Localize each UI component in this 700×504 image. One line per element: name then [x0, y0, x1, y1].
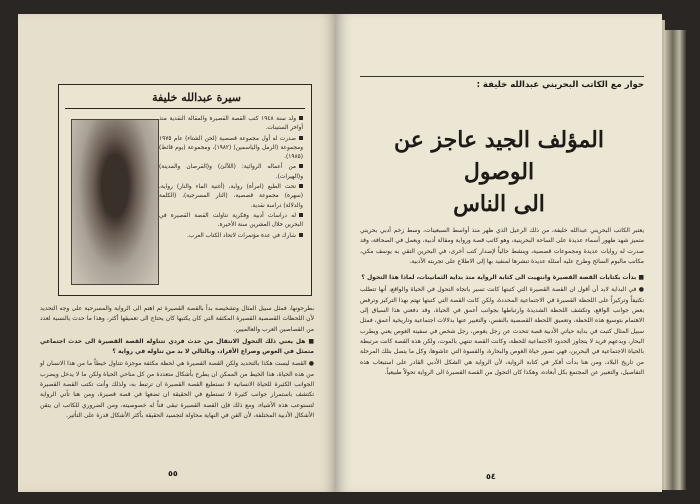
question-1: ■ بدأت بكتابات القصة القصيرة وانتهيت الى كتابة الرواية منذ بداية الثمانينات، لماذا هذا التحول ؟	[361, 274, 644, 282]
bio-list	[159, 115, 303, 242]
page-number-right: ٥٤	[486, 472, 496, 481]
title-line-1: المؤلف الجيد عاجز عن الوصول	[394, 127, 604, 185]
bio-item: له دراسات أدبية وفكرية تناولت القصة القصيرة في البحرين خلال العشرين سنة الأخيرة.	[159, 212, 303, 229]
bio-title: سيرة عبدالله خليفة	[152, 91, 241, 104]
article-title	[376, 124, 622, 220]
author-photo	[71, 119, 159, 285]
book-edge	[664, 30, 686, 490]
bio-item: شارك في عدة مؤتمرات لاتحاد الكتاب العرب.	[159, 232, 303, 241]
answer-1: ● في البداية لابد أن أقول ان القصة القصيرة التي كتبتها كانت تسير باتجاه التحول في الحياة والواقع، أنها تتطلب تكثيفاً وتركيزاً على اللحظة القصيرة في الاجتماعية المحددة، ولكن كانت القصة التي كتبتها تهتم بهذا التركيز وترفض بعض جوانب الواقع، وتكشف اللحظة الشديدة وارتباطها بجوانب أعمق في الحياة، وقد دفعني هذا السياق إلى الاهتمام بتوسيع هذه اللحظة، وتعميق اللحظة القصصية بالنفس، والتعبير عنها بدلالات اجتماعية وتاريخية أعمق، فمثل سبيل المثال كتبت في بداية حياتي الأدبية قصة تتحدث عن رجل يغوص، رجل شخص في سفينة الغوص يعني ويطرب البحار، ويدعهم فريد لا يتجاوز الحدود الاجتماعية للحظة، وكانت القصة تنتهي بالموت، ولكن هذه القصة كانت مرتبطة بالحياة الاجتماعية في البحرين، فهي تصور حياة الغوص والبحارة، والقسوة التي عاشوها، وكل ما يتصل بتلك المرحلة من تاريخ البلاد، ومن هنا بدأت أفكر في كتابة الرواية، لأن الرواية هي الشكل الأدبي القادر على استيعاب هذه التفاصيل، والتعبير عن المجتمع بكل أبعاده، وهكذا كان التحول من القصة القصيرة الى الرواية تحولاً طبيعياً.	[360, 286, 644, 376]
continued-paragraph: بطرحونها، فمثل سبيل المثال وتشخيصه بدأ بالقصة القصيرة ثم اهتم الى الرواية والمسرحية على وجه التحديد لأن اللحظات القصصية القصيرة المكثفة التي كان يكتبها كان يحتاج الى تعميقها أكثر، وهذا ما حدث بالنسبة لعدد من القصاصين العرب والعالميين.	[40, 305, 314, 333]
question-2: ■ هل يعني ذلك التحول الانتقال من حدث فردي تتناوله القصة القصيرة الى حدث اجتماعي متمثل في الغوص وصراع الأفراد، وبالتالي لا بد من تناوله في رواية ؟	[40, 337, 314, 356]
bio-item: ولد سنة ١٩٤٨ كتب القصة القصيرة والمقالة النقدية منذ أواخر الستينات.	[159, 116, 303, 132]
page-number-left: ٥٥	[168, 469, 178, 478]
bio-item: من أعماله الروائية: (اللآلئ) و(القرصان والمدينة) و(الهيرات).	[159, 164, 303, 180]
bio-item: صدرت له أول مجموعة قصصية (لحن الشتاء) عام ١٩٧٥ ومجموعة (الرمل والياسمين) (١٩٨٢)، ومجموعة (يوم قائظ) (١٩٨٥).	[159, 135, 303, 161]
bio-divider	[65, 108, 305, 109]
article-header: حوار مع الكاتب البحريني عبدالله خليفة :	[360, 76, 644, 90]
bio-item: تحت الطبع (امرأة) رواية، (أغنية الماء والنار) رواية، (سهرة) مجموعة قصصية، (النار المسرحية)، (الكلمة والدلالة) دراسة نقدية.	[159, 184, 303, 209]
right-page	[336, 14, 662, 492]
left-article-text	[40, 304, 314, 464]
right-article-text	[360, 226, 644, 466]
answer-2: ● القصة ليست هكذا بالتحديد ولكن القصة القصيرة هي لحظة مكثفة موجزة تتناول خيطاً ما من هذا الانسان او من هذه الحياة، هذا الخيط من الممكن ان يطرح بأشكال متعددة من كل مناحي الحياة ولكن ما لا يدخل ويضرب الجوانب الكثيرة للحياة الانسانية لا تستطيع القصة القصيرة ان ترتبط به، ولذلك وأنت تكتب القصة القصيرة تكتشف باستمرار جوانب كثيرة لا تستطيع في الحقيقة ان تضعها في قصة قصيرة، ومن هنا تأتي الرواية لتستوعب هذه الأشياء، ومع ذلك فإن القصة القصيرة تبقى فناً له خصوصيته، ومن الضروري للكاتب ان يتقن الأشكال الأدبية المختلفة، لأن الفن في النهاية محاولة لتجسيد الحقيقة بأكثر الأشكال قدرة على التأثير.	[40, 360, 314, 419]
left-page	[18, 14, 336, 492]
intro-paragraph: يعتبر الكاتب البحريني عبدالله خليفة، من ذلك الرعيل الذي ظهر منذ أواسط السبعينات، وسط زخم أدبي بحريني متميز شهد ظهور أسماء عديدة على الساحة البحرينية، وهو كاتب قصة ورواية ومقالة أدبية، ويعمل في الصحافة، وقد صدرت له روايات عديدة ومجموعات قصصية، وينشط حالياً لإصدار كتب أخرى، في البحرين التقي به يوسف مكي، مكاتب مالبوم السائح وطرح عليه أسئلة عديدة تنشرها لمنفيد بها إلى الاطلاع على تجربته الأدبية.	[360, 227, 644, 265]
bio-box	[58, 84, 312, 296]
title-line-2: الى الناس	[453, 191, 545, 217]
